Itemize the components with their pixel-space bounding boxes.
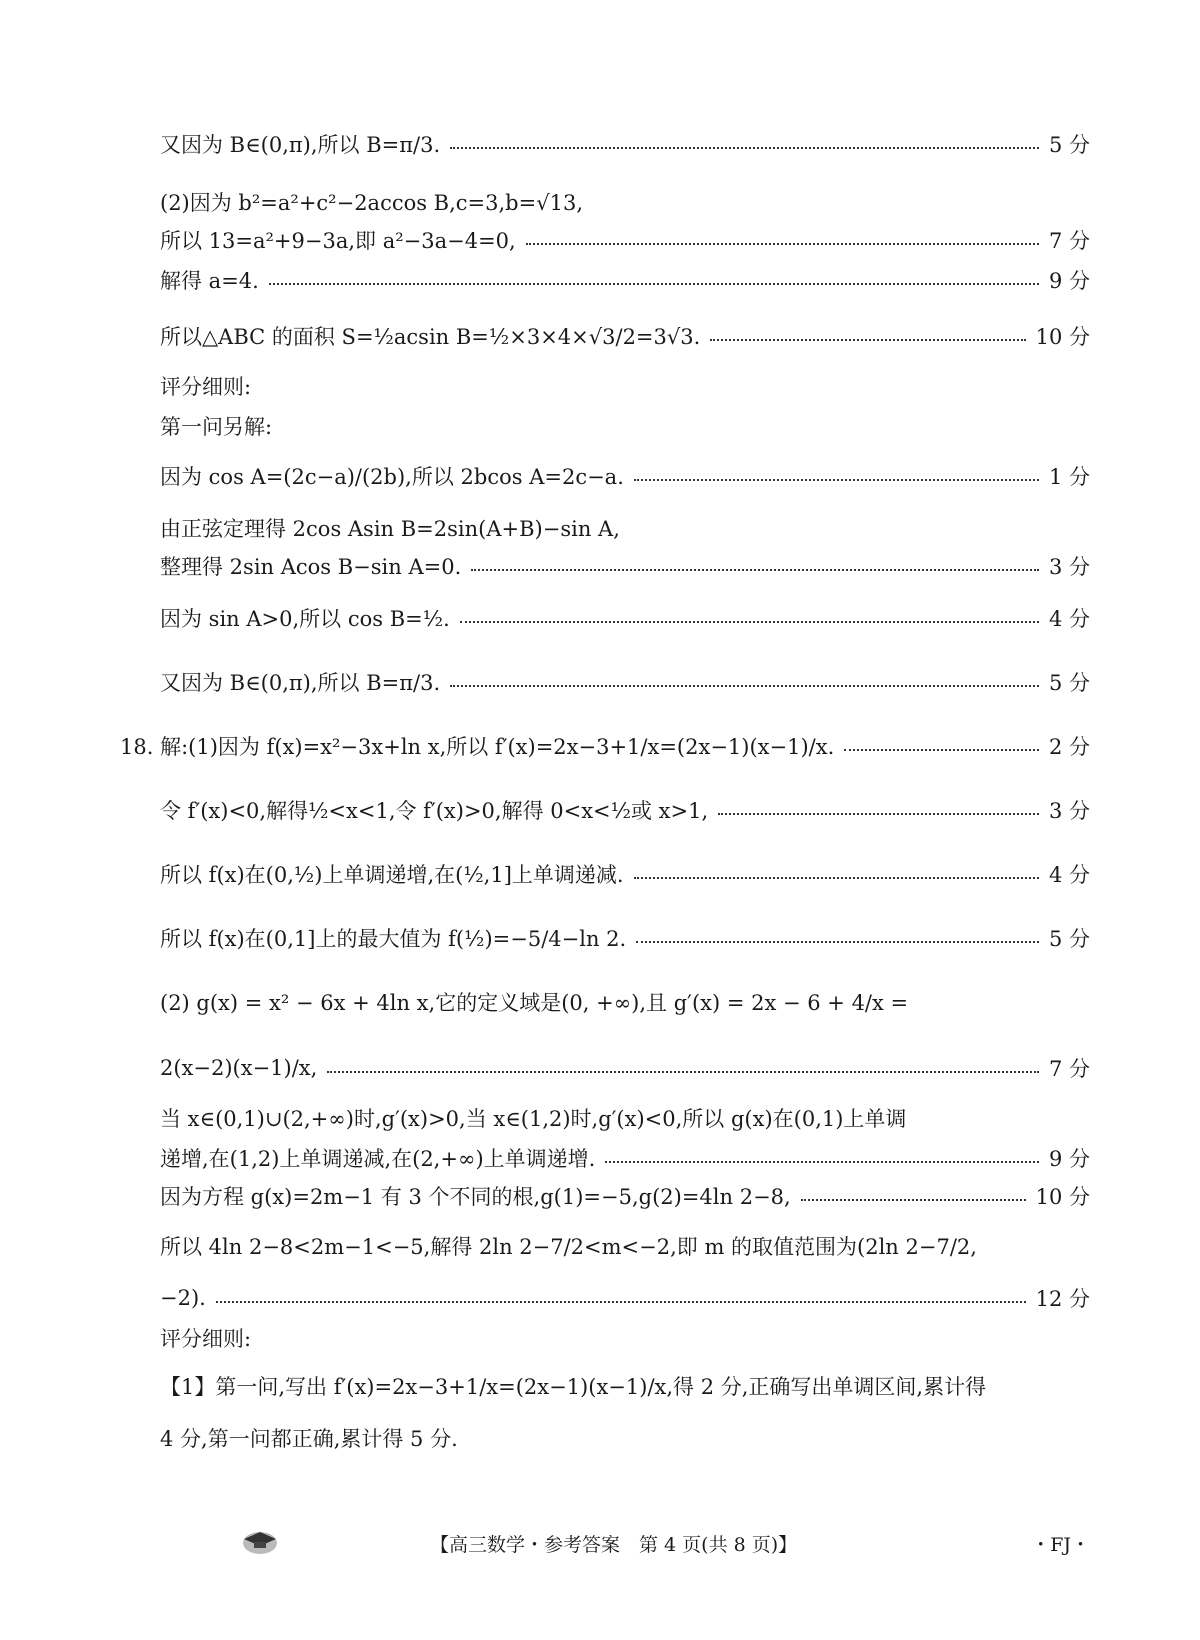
line-25: 【1】第一问,写出 f′(x)=2x−3+1/x=(2x−1)(x−1)/x,得 2 分,正确写出单调区间,累计得 bbox=[160, 1375, 987, 1399]
footer-code: ・FJ・ bbox=[1031, 1534, 1090, 1556]
footer-page-info: 【高三数学・参考答案 第 4 页(共 8 页)】 bbox=[430, 1534, 798, 1556]
line-11: 因为 sin A>0,所以 cos B=½. 4 分 bbox=[160, 607, 1090, 631]
line-1: 又因为 B∈(0,π),所以 B=π/3. 5 分 bbox=[160, 133, 1090, 157]
line-18: 2(x−2)(x−1)/x, 7 分 bbox=[160, 1056, 1090, 1081]
line-16: 所以 f(x)在(0,1]上的最大值为 f(½)=−5/4−ln 2. 5 分 bbox=[160, 927, 1090, 951]
line-26: 4 分,第一问都正确,累计得 5 分. bbox=[160, 1427, 458, 1451]
line-15: 所以 f(x)在(0,½)上单调递增,在(½,1]上单调递减. 4 分 bbox=[160, 863, 1090, 887]
scoring-rules-heading: 评分细则: bbox=[160, 375, 252, 399]
line-8: 因为 cos A=(2c−a)/(2b),所以 2bcos A=2c−a. 1 分 bbox=[160, 465, 1090, 489]
line-22: 所以 4ln 2−8<2m−1<−5,解得 2ln 2−7/2<m<−2,即 m 的取值范围为(2ln 2−7/2, bbox=[160, 1235, 977, 1259]
line-23: −2). 12 分 bbox=[160, 1286, 1090, 1311]
line-3: 所以 13=a²+9−3a,即 a²−3a−4=0, 7 分 bbox=[160, 229, 1090, 253]
line-9: 由正弦定理得 2cos Asin B=2sin(A+B)−sin A, bbox=[160, 517, 620, 541]
line-21: 因为方程 g(x)=2m−1 有 3 个不同的根,g(1)=−5,g(2)=4ln 2−8, 10 分 bbox=[160, 1185, 1090, 1209]
line-12: 又因为 B∈(0,π),所以 B=π/3. 5 分 bbox=[160, 671, 1090, 695]
line-20: 递增,在(1,2)上单调递减,在(2,+∞)上单调递增. 9 分 bbox=[160, 1147, 1090, 1171]
scoring-rules-heading-2: 评分细则: bbox=[160, 1327, 252, 1351]
page-footer bbox=[0, 1522, 1200, 1562]
line-4: 解得 a=4. 9 分 bbox=[160, 269, 1090, 293]
line-19: 当 x∈(0,1)∪(2,+∞)时,g′(x)>0,当 x∈(1,2)时,g′(x)<0,所以 g(x)在(0,1)上单调 bbox=[160, 1107, 907, 1131]
line-14: 令 f′(x)<0,解得½<x<1,令 f′(x)>0,解得 0<x<½或 x>1, 3 分 bbox=[160, 799, 1090, 823]
line-5: 所以△ABC 的面积 S=½acsin B=½×3×4×√3/2=3√3. 10 分 bbox=[160, 325, 1090, 349]
line-10: 整理得 2sin Acos B−sin A=0. 3 分 bbox=[160, 555, 1090, 579]
line-17: (2) g(x) = x² − 6x + 4ln x,它的定义域是(0, +∞),且 g′(x) = 2x − 6 + 4/x = bbox=[160, 991, 909, 1015]
alt-solution-heading: 第一问另解: bbox=[160, 415, 273, 439]
graduation-cap-icon bbox=[240, 1526, 280, 1556]
line-2: (2)因为 b²=a²+c²−2accos B,c=3,b=√13, bbox=[160, 191, 584, 215]
problem-18-line-1: 18. 解:(1)因为 f(x)=x²−3x+ln x,所以 f′(x)=2x−3+1/x=(2x−1)(x−1)/x. 2 分 bbox=[120, 735, 1090, 759]
